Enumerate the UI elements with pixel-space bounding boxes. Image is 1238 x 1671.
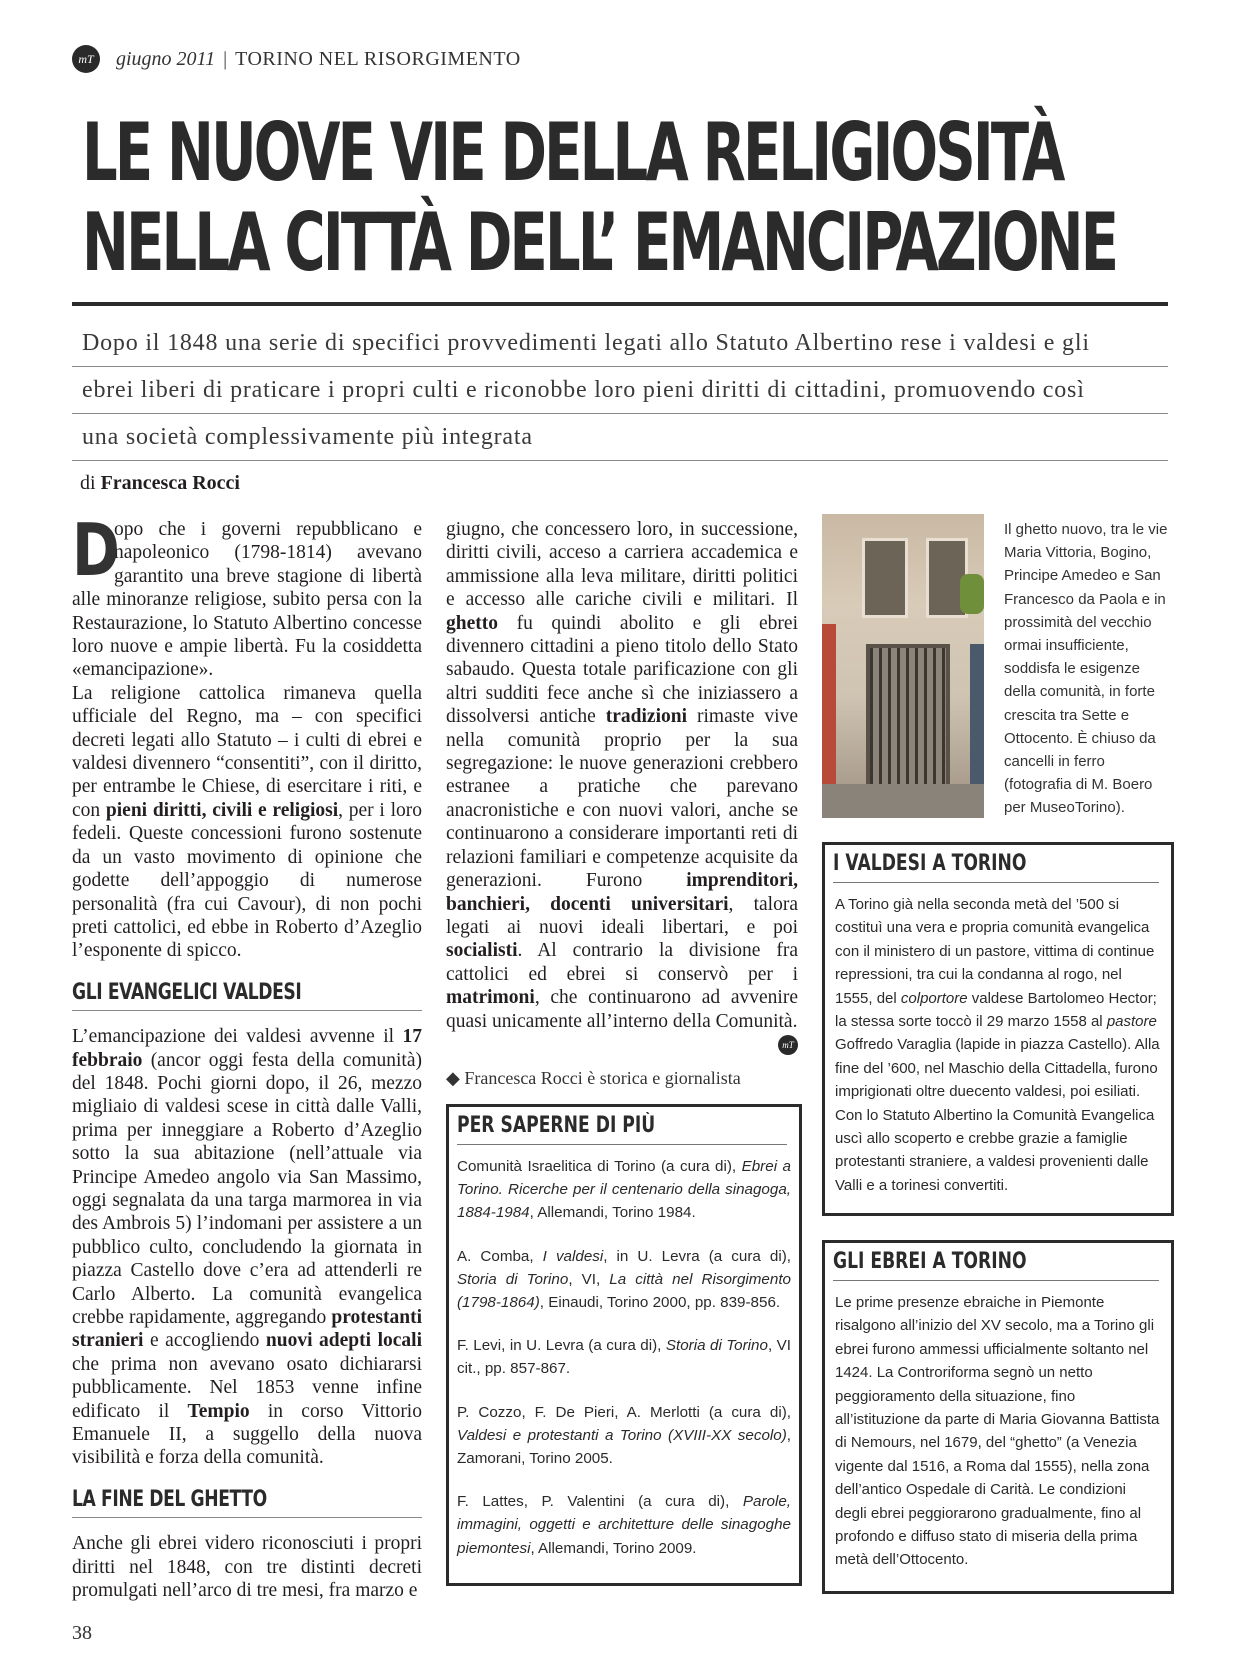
bold-text: Tempio bbox=[187, 1400, 250, 1422]
page-number: 38 bbox=[72, 1622, 92, 1644]
bold-text: 17 febbraio bbox=[72, 1026, 422, 1071]
italic-text: Parole, immagini, oggetti e architetture delle sinagoghe piemontesi bbox=[457, 1493, 791, 1557]
article-title bbox=[82, 106, 1117, 289]
text: Goffredo Varaglia (lapide in piazza Castello). Alla fine del ’600, nel Maschio della Cittadella, furono imprigionati oltre duecento valdesi, poi esiliati. Con lo Statuto Albertino la Comunità Evangelica uscì allo scoperto e crebbe grazie a famiglie protestanti straniere, a valdesi provenienti dalle Valli e a torinesi convertiti. bbox=[835, 1036, 1160, 1194]
photo-detail bbox=[822, 624, 836, 794]
text: A Torino già nella seconda metà del ’500 si costituì una vera e propria comunità evangelica con il ministero di un pastore, vittima di continue repressioni, tra cui la condanna al rogo, nel 1555, del bbox=[835, 896, 1155, 1007]
column-1 bbox=[72, 508, 423, 1602]
article-lead bbox=[72, 320, 1168, 461]
reference-item bbox=[457, 1155, 791, 1225]
bold-text: matrimoni bbox=[446, 987, 535, 1009]
photo-caption: Il ghetto nuovo, tra le vie Maria Vittoria, Bogino, Principe Amedeo e San Francesco da Paola e in prossimità del vecchio ormai insufficiente, soddisfa le esigenze della comunità, in forte crescita tra Sette e Ottocento. È chiuso da cancelli in ferro (fotografia di M. Boero per MuseoTorino). bbox=[1004, 521, 1168, 817]
title-rule bbox=[72, 302, 1168, 306]
reference-item bbox=[457, 1490, 791, 1560]
subheading-ghetto bbox=[72, 1488, 422, 1518]
text: (ancor oggi festa della comunità) del 1848. Pochi giorni dopo, il 26, mezzo migliaio di valdesi scese in città dalle Valli, prima per inneggiare a Roberto d’Azeglio sotto la sua abitazione (nell’attuale via Principe Amedeo angolo via San Massimo, oggi segnalata da una targa marmorea in via des Ambrois 5) l’indomani per assistere a un pubblico culto, concludendo la giornata in piazza Castello dove c’era ad attenderli re Carlo Alberto. La comunità evangelica crebbe rapidamente, aggregando bbox=[72, 1049, 422, 1328]
paragraph bbox=[72, 508, 422, 682]
author-name: Francesca Rocci bbox=[100, 472, 240, 494]
ghetto-photo bbox=[822, 514, 984, 818]
sidebar-body bbox=[825, 893, 1171, 1197]
header-separator: | bbox=[223, 47, 228, 70]
sidebar-valdesi bbox=[822, 842, 1174, 1216]
sidebar-title bbox=[833, 845, 1159, 883]
column-2 bbox=[446, 518, 798, 1090]
italic-text: Storia di Torino bbox=[665, 1337, 768, 1355]
paragraph bbox=[72, 1025, 422, 1470]
lead-line-3: una società complessivamente più integrata bbox=[72, 414, 1168, 461]
italic-text: I valdesi bbox=[542, 1247, 604, 1265]
text: P. Cozzo, F. De Pieri, A. Merlotti (a cura di), bbox=[457, 1403, 791, 1421]
subheading-valdesi bbox=[72, 981, 422, 1011]
text: , VI cit., pp. 857-867. bbox=[457, 1337, 791, 1378]
issue-date: giugno 2011 bbox=[116, 47, 216, 70]
text: A. Comba, bbox=[457, 1247, 543, 1265]
byline bbox=[80, 472, 240, 495]
title-line-1: LE NUOVE VIE DELLA RELIGIOSITÀ bbox=[82, 106, 1063, 199]
sidebar-title-text: I VALDESI A TORINO bbox=[833, 851, 1027, 876]
photo-detail bbox=[866, 644, 950, 802]
photo-detail bbox=[862, 538, 908, 618]
paragraph: Anche gli ebrei videro riconosciuti i propri diritti nel 1848, con tre distinti decreti promulgati nell’arco di tre mesi, fra marzo e bbox=[72, 1533, 422, 1602]
text: opo che i governi repubblicano e napoleonico (1798-1814) avevano garantito una breve stagione di libertà alle minoranze religiose, subito persa con la Restaurazione, lo Statuto Albertino concesse loro nuove e ampie libertà. Fu la cosiddetta «emancipazione». bbox=[72, 519, 422, 681]
text: rimaste vive nella comunità proprio per la sua segregazione: le nuove generazioni crebbero estranee a pratiche che parevano anacronistiche e con nuovi valori, anche se continuarono a considerare importanti reti di relazioni familiari e competenze acquisite da generazioni. Furono bbox=[446, 706, 798, 892]
lead-line-2: ebrei liberi di praticare i propri culti e riconobbe loro pieni diritti di cittadini, promuovendo così bbox=[72, 367, 1168, 414]
italic-text: Ebrei a Torino. Ricerche per il centenario della sinagoga, 1884-1984 bbox=[457, 1158, 791, 1222]
photo-detail bbox=[970, 644, 984, 794]
text: , che continuarono ad avvenire quasi unicamente all’interno della Comunità. bbox=[446, 987, 798, 1032]
author-note: ◆ Francesca Rocci è storica e giornalista bbox=[446, 1067, 741, 1088]
text: L’emancipazione dei valdesi avvenne il bbox=[72, 1026, 403, 1048]
subheading-text: GLI EVANGELICI VALDESI bbox=[72, 979, 302, 1005]
text: , Allemandi, Torino 2009. bbox=[530, 1539, 697, 1557]
italic-text: La città nel Risorgimento (1798-1864) bbox=[457, 1270, 791, 1312]
bold-text: protestanti stranieri bbox=[72, 1307, 422, 1352]
text: , talora legati ai nuovi ideali libertari, e poi bbox=[446, 893, 798, 938]
sidebar-title bbox=[833, 1243, 1159, 1281]
title-line-2: NELLA CITTÀ DELL’ EMANCIPAZIONE bbox=[82, 196, 1117, 289]
italic-text: Storia di Torino bbox=[457, 1270, 569, 1288]
text: giugno, che concessero loro, in successione, diritti civili, acceso a carriera accademica e ammissione alla leva militare, diritti politici e accesso alle cariche civili e militari. Il bbox=[446, 519, 798, 611]
paragraph bbox=[446, 518, 798, 1033]
text: Comunità Israelitica di Torino (a cura di), bbox=[457, 1158, 742, 1175]
bold-text: tradizioni bbox=[605, 706, 687, 728]
text: La religione cattolica rimaneva quella ufficiale del Regno, ma – con specifici decreti legati allo Statuto – i culti di ebrei e valdesi divennero “consentiti”, con il diritto, per entrambe le Chiese, di esercitare i riti, e con bbox=[72, 682, 422, 821]
text: , VI, bbox=[568, 1270, 610, 1288]
reference-item bbox=[457, 1245, 791, 1315]
drop-cap: D bbox=[72, 508, 120, 592]
italic-text: pastore bbox=[1106, 1013, 1157, 1031]
sidebar-title-text: GLI EBREI A TORINO bbox=[833, 1249, 1027, 1274]
text: F. Levi, in U. Levra (a cura di), bbox=[457, 1337, 666, 1355]
section-name: TORINO NEL RISORGIMENTO bbox=[235, 47, 521, 70]
running-header bbox=[72, 44, 521, 74]
italic-text: colportore bbox=[900, 989, 968, 1007]
paragraph bbox=[72, 682, 422, 963]
bold-text: pieni diritti, civili e religiosi bbox=[105, 799, 339, 821]
magazine-logo: mT bbox=[72, 45, 100, 73]
text: in corso Vittorio Emanuele II, a suggello della nuova visibilità e forza della comunità. bbox=[72, 1400, 422, 1469]
text: F. Lattes, P. Valentini (a cura di), bbox=[457, 1493, 743, 1511]
sidebar-title-text: PER SAPERNE DI PIÙ bbox=[457, 1113, 656, 1138]
sidebar-ebrei bbox=[822, 1240, 1174, 1594]
text: , Einaudi, Torino 2000, pp. 839-856. bbox=[539, 1294, 781, 1312]
reference-list bbox=[449, 1155, 799, 1560]
text: che prima non avevano osato dichiararsi pubblicamente. Nel 1853 venne infine edificato il bbox=[72, 1353, 422, 1422]
byline-prefix: di bbox=[80, 472, 96, 494]
photo-detail bbox=[960, 574, 984, 614]
text: . Al contrario la divisione fra cattolici ed ebrei si conservò per i bbox=[446, 940, 798, 985]
text: , per i loro fedeli. Queste concessioni furono sostenute da un vasto movimento di opinione che godette dell’appoggio di numerose personalità (fra cui Cavour), di non pochi preti cattolici, ed ebbe in Roberto d’Azeglio l’esponente di spicco. bbox=[72, 799, 423, 962]
text: valdese Bartolomeo Hector; la stessa sorte toccò il 29 marzo 1558 al bbox=[835, 989, 1157, 1031]
italic-text: Valdesi e protestanti a Torino (XVIII-XX secolo) bbox=[457, 1426, 787, 1444]
photo-detail bbox=[822, 784, 984, 818]
sidebar-title bbox=[457, 1107, 787, 1145]
bold-text: ghetto bbox=[446, 612, 498, 634]
text: e accogliendo bbox=[143, 1330, 266, 1352]
bold-text: socialisti bbox=[446, 940, 518, 962]
bold-text: imprenditori, banchieri, docenti universitari bbox=[446, 870, 798, 915]
text: , Allemandi, Torino 1984. bbox=[529, 1204, 696, 1222]
reference-item bbox=[457, 1334, 791, 1380]
bold-text: nuovi adepti locali bbox=[265, 1330, 422, 1352]
lead-line-1: Dopo il 1848 una serie di specifici provvedimenti legati allo Statuto Albertino rese i valdesi e gli bbox=[72, 320, 1168, 367]
text: fu quindi abolito e gli ebrei divennero cittadini a pieno titolo dello Stato sabaudo. Questa totale parificazione con gli altri sudditi fece anche sì che iniziassero a dissolversi antiche bbox=[446, 612, 798, 728]
sidebar-body: Le prime presenze ebraiche in Piemonte risalgono all’inizio del XV secolo, ma a Torino gli ebrei furono ammessi ufficialmente soltanto nel 1424. La Controriforma segnò un netto peggioramento della situazione, fino all’istituzione da parte di Maria Giovanna Battista di Nemours, nel 1679, del “ghetto” (a Venezia vigente dal 1516, a Roma dal 1555), nella zona dell’antico Ospedale di Carità. Le condizioni degli ebrei peggiorarono gradualmente, fino al profondo e diffuso stato di miseria della prima metà dell’Ottocento. bbox=[835, 1294, 1160, 1569]
end-mark-icon: mT bbox=[778, 1035, 798, 1055]
sidebar-saperne bbox=[446, 1104, 802, 1586]
reference-item bbox=[457, 1401, 791, 1471]
text: , in U. Levra (a cura di), bbox=[603, 1247, 792, 1265]
text: , Zamorani, Torino 2005. bbox=[457, 1426, 791, 1468]
subheading-text: LA FINE DEL GHETTO bbox=[72, 1486, 267, 1512]
